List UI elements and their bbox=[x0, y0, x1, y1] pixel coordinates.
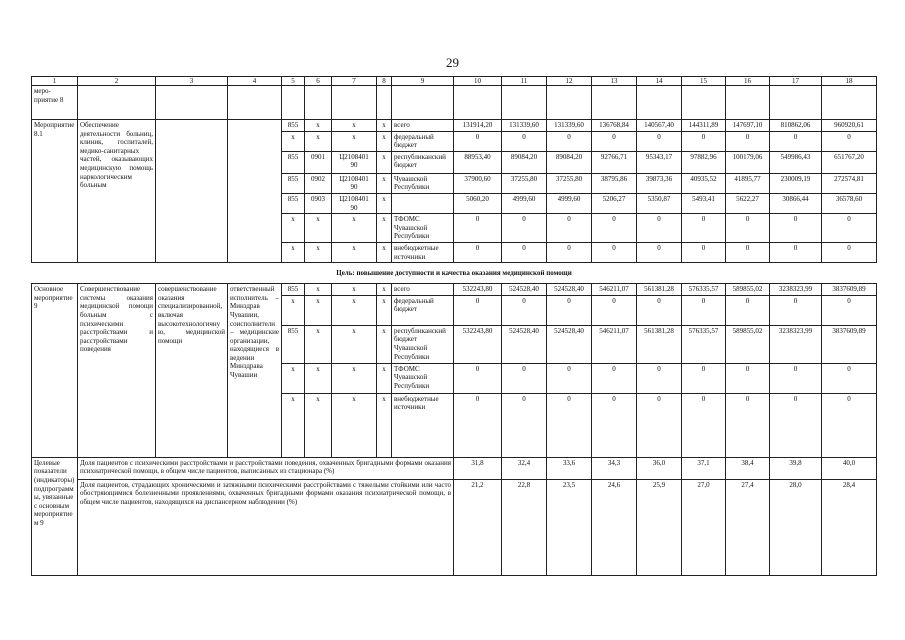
table-row bbox=[32, 479, 877, 575]
column-header: 9 bbox=[392, 77, 454, 86]
amount-cell: 0 bbox=[726, 295, 770, 325]
indicator-value: 27,0 bbox=[682, 479, 726, 575]
amount-cell: 131339,60 bbox=[502, 120, 547, 132]
grbs-code: 855 bbox=[282, 173, 305, 193]
goal-heading: Цель: повышение доступности и качества оказания медицинской помощи bbox=[32, 263, 877, 284]
amount-cell: 0 bbox=[547, 393, 592, 457]
amount-cell: 38795,86 bbox=[592, 173, 637, 193]
amount-cell: 144311,89 bbox=[682, 120, 726, 132]
column-header: 6 bbox=[305, 77, 332, 86]
target-article-code: х bbox=[332, 284, 377, 296]
amount-cell: 0 bbox=[592, 131, 637, 151]
amount-cell: 810862,06 bbox=[770, 120, 822, 132]
indicator-value: 37,1 bbox=[682, 457, 726, 479]
amount-cell: 524528,40 bbox=[502, 325, 547, 363]
amount-cell: 532243,80 bbox=[454, 284, 502, 296]
amount-cell: 95343,17 bbox=[637, 151, 682, 173]
activity-number: Мероприятие 8.1 bbox=[32, 120, 78, 263]
indicator-value: 22,8 bbox=[502, 479, 547, 575]
funding-source: республиканский бюджет Чувашской Республики bbox=[392, 325, 454, 363]
amount-cell: 0 bbox=[454, 363, 502, 393]
table-row bbox=[32, 284, 877, 296]
amount-cell: 0 bbox=[454, 242, 502, 262]
table-row bbox=[32, 263, 877, 284]
activity-name: Обеспечение деятельности больниц, клиник, госпиталей, медико-санитарных частей, оказывающих медицинскую помощь наркологическим больным bbox=[78, 120, 156, 263]
amount-cell: 960920,61 bbox=[822, 120, 877, 132]
amount-cell: 589855,02 bbox=[726, 325, 770, 363]
section-code: х bbox=[305, 214, 332, 243]
table-cell bbox=[392, 86, 454, 120]
grbs-code: х bbox=[282, 295, 305, 325]
amount-cell: 131914,20 bbox=[454, 120, 502, 132]
amount-cell: 0 bbox=[682, 363, 726, 393]
table-cell bbox=[592, 86, 637, 120]
expense-type-code: х bbox=[377, 295, 392, 325]
column-header: 2 bbox=[78, 77, 156, 86]
amount-cell: 0 bbox=[822, 295, 877, 325]
amount-cell: 0 bbox=[682, 214, 726, 243]
expense-type-code: х bbox=[377, 393, 392, 457]
amount-cell: 5493,41 bbox=[682, 193, 726, 213]
amount-cell: 39873,36 bbox=[637, 173, 682, 193]
section-code: х bbox=[305, 242, 332, 262]
amount-cell: 561381,28 bbox=[637, 284, 682, 296]
amount-cell: 0 bbox=[547, 295, 592, 325]
indicator-value: 28,0 bbox=[770, 479, 822, 575]
indicator-value: 36,0 bbox=[637, 457, 682, 479]
column-header: 7 bbox=[332, 77, 377, 86]
grbs-code: х bbox=[282, 131, 305, 151]
table-cell bbox=[822, 86, 877, 120]
expense-type-code: х bbox=[377, 173, 392, 193]
indicator-value: 38,4 bbox=[726, 457, 770, 479]
amount-cell: 0 bbox=[637, 295, 682, 325]
target-article-code: х bbox=[332, 363, 377, 393]
funding-source: внебюджетные источники bbox=[392, 393, 454, 457]
expense-type-code: х bbox=[377, 151, 392, 173]
grbs-code: 855 bbox=[282, 325, 305, 363]
amount-cell: 89084,20 bbox=[502, 151, 547, 173]
amount-cell: 131339,60 bbox=[547, 120, 592, 132]
amount-cell: 549986,43 bbox=[770, 151, 822, 173]
section-code: х bbox=[305, 393, 332, 457]
indicator-name: Доля пациентов с психическими расстройствами и расстройствами поведения, охваченных бригадными формами оказания психиатрической помощи, в общем числе пациентов, выписанных из стационара (%) bbox=[78, 457, 454, 479]
amount-cell: 524528,40 bbox=[547, 284, 592, 296]
funding-source: ТФОМС Чувашской Республики bbox=[392, 363, 454, 393]
target-article-code: Ц2108401 90 bbox=[332, 193, 377, 213]
section-code: 0903 bbox=[305, 193, 332, 213]
amount-cell: 561381,28 bbox=[637, 325, 682, 363]
amount-cell: 92766,71 bbox=[592, 151, 637, 173]
amount-cell: 0 bbox=[547, 242, 592, 262]
expense-type-code: х bbox=[377, 363, 392, 393]
funding-source: федеральный бюджет bbox=[392, 295, 454, 325]
amount-cell: 0 bbox=[770, 363, 822, 393]
column-header: 11 bbox=[502, 77, 547, 86]
table-cell bbox=[502, 86, 547, 120]
table-cell bbox=[228, 120, 282, 263]
table-cell bbox=[682, 86, 726, 120]
amount-cell: 0 bbox=[822, 131, 877, 151]
column-header: 3 bbox=[156, 77, 228, 86]
section-code: х bbox=[305, 325, 332, 363]
amount-cell: 37255,80 bbox=[547, 173, 592, 193]
activity-name: Совершенствование системы оказания медицинской помощи больным с психическими расстройствами и расстройствами поведения bbox=[78, 284, 156, 458]
amount-cell: 36578,60 bbox=[822, 193, 877, 213]
target-article-code: Ц2108401 90 bbox=[332, 151, 377, 173]
amount-cell: 37255,80 bbox=[502, 173, 547, 193]
target-article-code: х bbox=[332, 131, 377, 151]
amount-cell: 41895,77 bbox=[726, 173, 770, 193]
table-cell bbox=[454, 86, 502, 120]
responsible-executor: ответственный исполнитель – Минздрав Чувашии, соисполнители – медицинские организации, находящиеся в ведении Минздрава Чувашии bbox=[228, 284, 282, 458]
expense-type-code: х bbox=[377, 242, 392, 262]
indicator-value: 23,5 bbox=[547, 479, 592, 575]
amount-cell: 546211,07 bbox=[592, 325, 637, 363]
amount-cell: 4999,60 bbox=[502, 193, 547, 213]
indicator-value: 39,8 bbox=[770, 457, 822, 479]
activity-number: Основное мероприятие 9 bbox=[32, 284, 78, 458]
amount-cell: 230009,19 bbox=[770, 173, 822, 193]
indicator-value: 27,4 bbox=[726, 479, 770, 575]
column-header: 17 bbox=[770, 77, 822, 86]
amount-cell: 30866,44 bbox=[770, 193, 822, 213]
table-cell bbox=[228, 86, 282, 120]
indicator-value: 40,0 bbox=[822, 457, 877, 479]
amount-cell: 3238323,99 bbox=[770, 284, 822, 296]
amount-cell: 589855,02 bbox=[726, 284, 770, 296]
amount-cell: 0 bbox=[822, 214, 877, 243]
amount-cell: 651767,20 bbox=[822, 151, 877, 173]
amount-cell: 100179,06 bbox=[726, 151, 770, 173]
amount-cell: 576335,57 bbox=[682, 284, 726, 296]
amount-cell: 0 bbox=[502, 242, 547, 262]
target-article-code: х bbox=[332, 242, 377, 262]
amount-cell: 0 bbox=[592, 363, 637, 393]
table-cell bbox=[770, 86, 822, 120]
table-cell bbox=[282, 86, 305, 120]
amount-cell: 0 bbox=[637, 393, 682, 457]
amount-cell: 0 bbox=[770, 393, 822, 457]
indicators-label: Целевые показатели (индикаторы) подпрограммы, увязанные с основным мероприятием 9 bbox=[32, 457, 78, 575]
amount-cell: 88953,40 bbox=[454, 151, 502, 173]
amount-cell: 40935,52 bbox=[682, 173, 726, 193]
target-article-code: Ц2108401 90 bbox=[332, 173, 377, 193]
amount-cell: 0 bbox=[637, 131, 682, 151]
table-row bbox=[32, 457, 877, 479]
amount-cell: 37900,60 bbox=[454, 173, 502, 193]
section-code: х bbox=[305, 131, 332, 151]
amount-cell: 0 bbox=[726, 242, 770, 262]
table-cell bbox=[637, 86, 682, 120]
amount-cell: 0 bbox=[726, 131, 770, 151]
indicator-value: 21,2 bbox=[454, 479, 502, 575]
expense-type-code: х bbox=[377, 214, 392, 243]
table-row bbox=[32, 77, 877, 86]
amount-cell: 5206,27 bbox=[592, 193, 637, 213]
indicator-value: 34,3 bbox=[592, 457, 637, 479]
table-cell bbox=[78, 86, 156, 120]
funding-source: республиканский бюджет bbox=[392, 151, 454, 173]
grbs-code: х bbox=[282, 363, 305, 393]
amount-cell: 0 bbox=[547, 214, 592, 243]
expense-type-code: х bbox=[377, 284, 392, 296]
table-cell bbox=[156, 86, 228, 120]
column-header: 4 bbox=[228, 77, 282, 86]
amount-cell: 5060,20 bbox=[454, 193, 502, 213]
indicator-value: 31,8 bbox=[454, 457, 502, 479]
amount-cell: 0 bbox=[682, 295, 726, 325]
expense-type-code: х bbox=[377, 120, 392, 132]
grbs-code: 855 bbox=[282, 151, 305, 173]
section-code: 0902 bbox=[305, 173, 332, 193]
amount-cell: 140567,40 bbox=[637, 120, 682, 132]
amount-cell: 5350,87 bbox=[637, 193, 682, 213]
table-row bbox=[32, 120, 877, 132]
amount-cell: 3837609,89 bbox=[822, 284, 877, 296]
program-table bbox=[31, 76, 877, 576]
section-code: х bbox=[305, 120, 332, 132]
amount-cell: 0 bbox=[502, 363, 547, 393]
table-cell bbox=[377, 86, 392, 120]
table-cell bbox=[305, 86, 332, 120]
grbs-code: х bbox=[282, 242, 305, 262]
funding-source: всего bbox=[392, 120, 454, 132]
amount-cell: 89084,20 bbox=[547, 151, 592, 173]
amount-cell: 0 bbox=[682, 393, 726, 457]
amount-cell: 0 bbox=[822, 393, 877, 457]
table-row bbox=[32, 86, 877, 120]
amount-cell: 0 bbox=[682, 131, 726, 151]
table-cell bbox=[547, 86, 592, 120]
funding-source bbox=[392, 193, 454, 213]
amount-cell: 147697,10 bbox=[726, 120, 770, 132]
amount-cell: 0 bbox=[637, 363, 682, 393]
amount-cell: 532243,80 bbox=[454, 325, 502, 363]
amount-cell: 3837609,89 bbox=[822, 325, 877, 363]
amount-cell: 0 bbox=[502, 393, 547, 457]
amount-cell: 524528,40 bbox=[547, 325, 592, 363]
amount-cell: 0 bbox=[454, 295, 502, 325]
section-code: х bbox=[305, 295, 332, 325]
column-header: 10 bbox=[454, 77, 502, 86]
amount-cell: 0 bbox=[770, 131, 822, 151]
table-cell bbox=[156, 120, 228, 263]
amount-cell: 0 bbox=[502, 131, 547, 151]
column-header: 12 bbox=[547, 77, 592, 86]
amount-cell: 0 bbox=[454, 393, 502, 457]
expense-type-code: х bbox=[377, 193, 392, 213]
funding-source: всего bbox=[392, 284, 454, 296]
amount-cell: 0 bbox=[726, 363, 770, 393]
column-header: 14 bbox=[637, 77, 682, 86]
indicator-value: 25,9 bbox=[637, 479, 682, 575]
amount-cell: 0 bbox=[592, 242, 637, 262]
amount-cell: 5622,27 bbox=[726, 193, 770, 213]
amount-cell: 0 bbox=[822, 363, 877, 393]
amount-cell: 4999,60 bbox=[547, 193, 592, 213]
indicator-name: Доля пациентов, страдающих хроническими и затяжными психическими расстройствами с тяжелыми стойкими или часто обостряющимися болезненными проявлениями, охваченных бригадными формами оказания психиатрической помощи, в общем числе пациентов, находящихся на диспансерном наблюдении (%) bbox=[78, 479, 454, 575]
indicator-value: 24,6 bbox=[592, 479, 637, 575]
target-article-code: х bbox=[332, 214, 377, 243]
section-code: 0901 bbox=[305, 151, 332, 173]
indicator-value: 32,4 bbox=[502, 457, 547, 479]
grbs-code: 855 bbox=[282, 284, 305, 296]
amount-cell: 3238323,99 bbox=[770, 325, 822, 363]
row-label: меро- приятие 8 bbox=[32, 86, 78, 120]
grbs-code: 855 bbox=[282, 120, 305, 132]
amount-cell: 0 bbox=[592, 295, 637, 325]
amount-cell: 0 bbox=[502, 214, 547, 243]
target-article-code: х bbox=[332, 393, 377, 457]
expense-type-code: х bbox=[377, 325, 392, 363]
target-article-code: х bbox=[332, 325, 377, 363]
amount-cell: 272574,81 bbox=[822, 173, 877, 193]
table-cell bbox=[332, 86, 377, 120]
amount-cell: 0 bbox=[770, 242, 822, 262]
amount-cell: 0 bbox=[547, 363, 592, 393]
funding-source: внебюджетные источники bbox=[392, 242, 454, 262]
amount-cell: 0 bbox=[726, 393, 770, 457]
table-cell bbox=[726, 86, 770, 120]
indicator-value: 28,4 bbox=[822, 479, 877, 575]
page-number: 29 bbox=[446, 55, 459, 70]
expected-result: совершенствование оказания специализированной, включая высокотехнологичную, медицинской помощи bbox=[156, 284, 228, 458]
amount-cell: 136768,84 bbox=[592, 120, 637, 132]
grbs-code: х bbox=[282, 393, 305, 457]
column-header: 16 bbox=[726, 77, 770, 86]
amount-cell: 0 bbox=[770, 214, 822, 243]
column-header: 15 bbox=[682, 77, 726, 86]
amount-cell: 0 bbox=[770, 295, 822, 325]
funding-source: ТФОМС Чувашской Республики bbox=[392, 214, 454, 243]
column-header: 18 bbox=[822, 77, 877, 86]
column-header: 1 bbox=[32, 77, 78, 86]
column-header: 8 bbox=[377, 77, 392, 86]
amount-cell: 0 bbox=[637, 242, 682, 262]
grbs-code: х bbox=[282, 214, 305, 243]
amount-cell: 576335,57 bbox=[682, 325, 726, 363]
section-code: х bbox=[305, 284, 332, 296]
indicator-value: 33,6 bbox=[547, 457, 592, 479]
amount-cell: 0 bbox=[454, 131, 502, 151]
amount-cell: 0 bbox=[502, 295, 547, 325]
amount-cell: 0 bbox=[682, 242, 726, 262]
column-header: 13 bbox=[592, 77, 637, 86]
amount-cell: 546211,07 bbox=[592, 284, 637, 296]
amount-cell: 0 bbox=[592, 214, 637, 243]
amount-cell: 524528,40 bbox=[502, 284, 547, 296]
amount-cell: 0 bbox=[592, 393, 637, 457]
column-header: 5 bbox=[282, 77, 305, 86]
section-code: х bbox=[305, 363, 332, 393]
grbs-code: 855 bbox=[282, 193, 305, 213]
amount-cell: 0 bbox=[547, 131, 592, 151]
amount-cell: 0 bbox=[726, 214, 770, 243]
target-article-code: х bbox=[332, 120, 377, 132]
amount-cell: 0 bbox=[637, 214, 682, 243]
expense-type-code: х bbox=[377, 131, 392, 151]
funding-source: федеральный бюджет bbox=[392, 131, 454, 151]
amount-cell: 0 bbox=[822, 242, 877, 262]
target-article-code: х bbox=[332, 295, 377, 325]
amount-cell: 0 bbox=[454, 214, 502, 243]
amount-cell: 97882,96 bbox=[682, 151, 726, 173]
funding-source: Чувашской Республики bbox=[392, 173, 454, 193]
